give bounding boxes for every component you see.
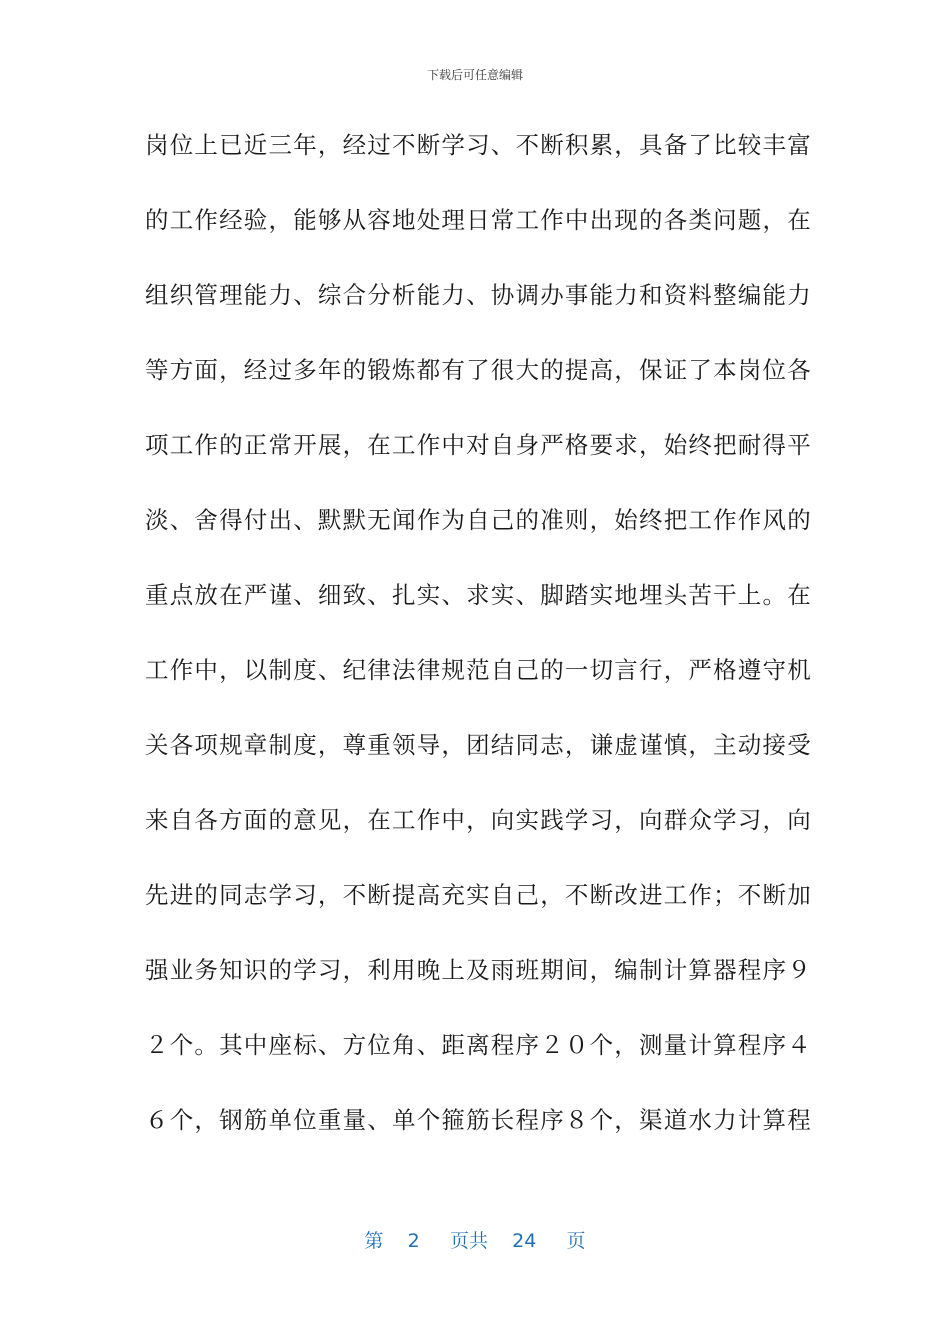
text-line: 重点放在严谨、细致、扎实、求实、脚踏实地埋头苦干上。在 [145,581,812,609]
page-header [0,66,950,83]
text-line: ６个，钢筋单位重量、单个箍筋长程序８个，渠道水力计算程 [145,1106,812,1134]
text-line: 工作中，以制度、纪律法律规范自己的一切言行，严格遵守机 [145,656,812,684]
footer-middle: 页共 [449,1230,488,1252]
footer-total-pages: 24 [512,1230,537,1252]
text-line: 先进的同志学习，不断提高充实自己，不断改进工作；不断加 [145,881,812,909]
text-line: 岗位上已近三年，经过不断学习、不断积累，具备了比较丰富 [145,131,812,159]
text-line: ２个。其中座标、方位角、距离程序２０个，测量计算程序４ [145,1031,812,1059]
footer-prefix: 第 [364,1230,384,1252]
text-line: 关各项规章制度，尊重领导，团结同志，谦虚谨慎，主动接受 [145,731,812,759]
text-line: 组织管理能力、综合分析能力、协调办事能力和资料整编能力 [145,281,812,309]
header-note: 下载后可任意编辑 [426,68,523,82]
text-line: 的工作经验，能够从容地处理日常工作中出现的各类问题，在 [145,206,812,234]
text-line: 等方面，经过多年的锻炼都有了很大的提高，保证了本岗位各 [145,356,812,384]
footer-suffix: 页 [566,1230,586,1252]
text-line: 淡、舍得付出、默默无闻作为自己的准则，始终把工作作风的 [145,506,812,534]
footer-current-page: 2 [407,1230,420,1252]
text-line: 强业务知识的学习，利用晚上及雨班期间，编制计算器程序９ [145,956,812,984]
text-line: 项工作的正常开展，在工作中对自身严格要求，始终把耐得平 [145,431,812,459]
page-footer [0,1226,950,1253]
text-line: 来自各方面的意见，在工作中，向实践学习，向群众学习，向 [145,806,812,834]
document-body [145,126,812,1176]
